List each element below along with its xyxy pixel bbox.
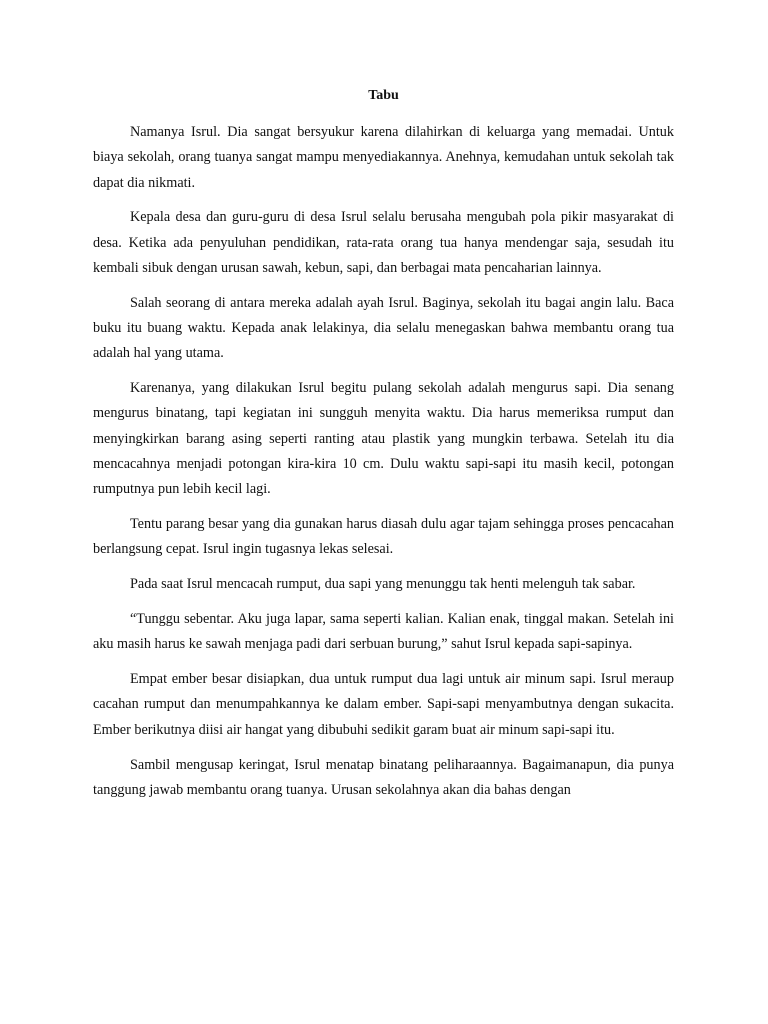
paragraph: Karenanya, yang dilakukan Isrul begitu pulang sekolah adalah mengurus sapi. Dia senang mengurus binatang, tapi kegiatan ini sungguh menyita waktu. Dia harus memeriksa rumput dan menyingkirkan barang asing seperti ranting atau plastik yang mungkin terbawa. Setelah itu dia mencacahnya menjadi potongan kira-kira 10 cm. Dulu waktu sapi-sapi itu masih kecil, potongan rumputnya pun lebih kecil lagi.: [93, 380, 674, 498]
paragraph: Empat ember besar disiapkan, dua untuk rumput dua lagi untuk air minum sapi. Isrul meraup cacahan rumput dan menumpahkannya ke dalam ember. Sapi-sapi menyambutnya dengan sukacita. Ember berikutnya diisi air hangat yang dibubuhi sedikit garam buat air minum sapi-sapi itu.: [93, 671, 674, 738]
paragraph: Namanya Isrul. Dia sangat bersyukur karena dilahirkan di keluarga yang memadai. Untuk biaya sekolah, orang tuanya sangat mampu menyediakannya. Anehnya, kemudahan untuk sekolah tak dapat dia nikmati.: [93, 124, 674, 191]
paragraph: “Tunggu sebentar. Aku juga lapar, sama seperti kalian. Kalian enak, tinggal makan. Setelah ini aku masih harus ke sawah menjaga padi dari serbuan burung,” sahut Isrul kepada sapi-sapinya.: [93, 611, 674, 653]
paragraph: Sambil mengusap keringat, Isrul menatap binatang peliharaannya. Bagaimanapun, dia punya tanggung jawab membantu orang tuanya. Urusan sekolahnya akan dia bahas dengan: [93, 756, 674, 798]
paragraph: Tentu parang besar yang dia gunakan harus diasah dulu agar tajam sehingga proses pencacahan berlangsung cepat. Isrul ingin tugasnya lekas selesai.: [93, 516, 674, 558]
paragraph: Kepala desa dan guru-guru di desa Isrul selalu berusaha mengubah pola pikir masyarakat di desa. Ketika ada penyuluhan pendidikan, rata-rata orang tua hanya mendengar saja, sesudah itu kembali sibuk dengan urusan sawah, kebun, sapi, dan berbagai mata pencaharian lainnya.: [93, 209, 674, 276]
paragraph: Salah seorang di antara mereka adalah ayah Isrul. Baginya, sekolah itu bagai angin lalu. Baca buku itu buang waktu. Kepada anak lelakinya, dia selalu menegaskan bahwa membantu orang tua adalah hal yang utama.: [93, 294, 674, 362]
document-page: [93, 86, 674, 813]
document-title: Tabu: [368, 88, 399, 103]
paragraph: Pada saat Isrul mencacah rumput, dua sapi yang menunggu tak henti melenguh tak sabar.: [130, 576, 636, 593]
